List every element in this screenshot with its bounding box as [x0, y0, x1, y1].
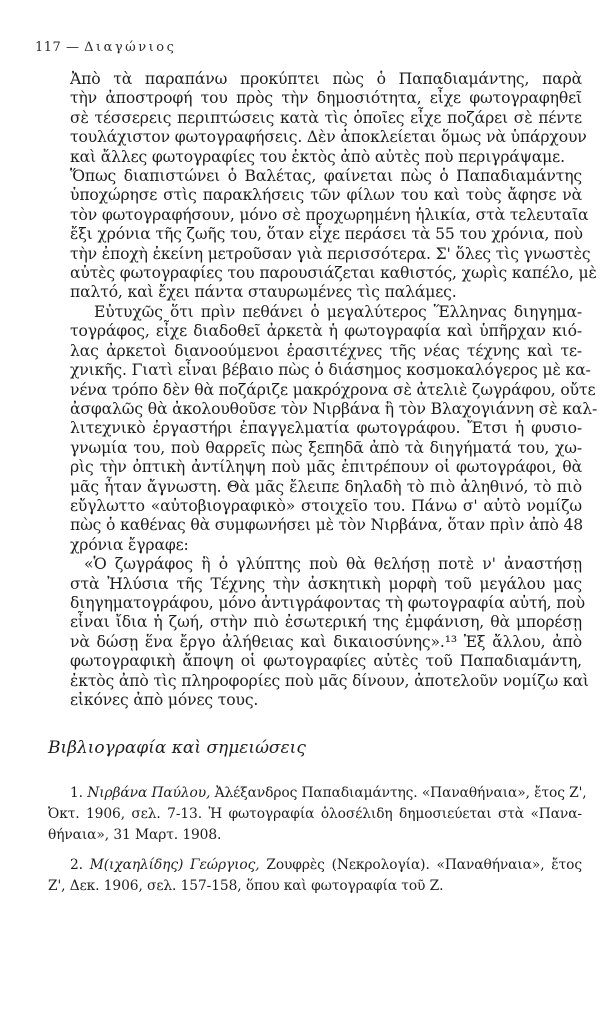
paragraph	[70, 167, 597, 303]
note-text: Ἀλέξανδρος Παπαδιαμάντης. «Παναθήναια», ἔτος Ζ',	[214, 785, 587, 801]
text-line: λιτεχνικὸ ἐργαστήρι ἐπαγγελματία φωτογράφου. Ἔτσι ἡ φυσιο-	[70, 419, 582, 438]
note-line	[48, 855, 582, 876]
text-line: τογράφος, εἶχε διαδοθεῖ ἀρκετὰ ἡ φωτογραφία καὶ ὑπῆρχαν κιό-	[70, 322, 582, 341]
body-text	[70, 70, 598, 710]
text-line: Ὅπως διαπιστώνει ὁ Βαλέτας, φαίνεται πὼς ὁ Παπαδιαμάντης	[70, 167, 582, 186]
text-line: εἶναι ἴδια ἡ ζωή, στὴν πιὸ ἐσωτερική της ἐμφάνιση, θὰ μπορέσῃ	[70, 613, 582, 632]
text-line: ὑποχώρησε στὶς παρακλήσεις τῶν φίλων του καὶ τοὺς ἄφησε νὰ	[70, 186, 582, 205]
text-line: γνωμία του, ποὺ θαρρεῖς πὼς ξεπηδᾶ ἀπὸ τὰ διηγήματά του, χω-	[70, 438, 582, 457]
running-head-separator: —	[65, 40, 80, 55]
text-line: ἐκτὸς ἀπὸ τὶς πληροφορίες ποὺ μᾶς δίνουν, ἀποτελοῦν νομίζω καὶ	[70, 671, 589, 690]
text-line: σὲ τέσσερεις περιπτώσεις κατὰ τὶς ὁποῖες εἶχε ποζάρει σὲ πέντε	[70, 108, 582, 127]
text-line: τὸν φωτογραφήσουν, μόνο σὲ προχωρημένη ἡλικία, στὰ τελευταῖα	[70, 205, 589, 224]
text-line: Εὐτυχῶς ὅτι πρὶν πεθάνει ὁ μεγαλύτερος Ἕλληνας διηγημα-	[94, 302, 582, 321]
note-number: 2.	[70, 857, 83, 874]
text-line: νένα τρόπο δὲν θὰ ποζάριζε μακρόχρονα σὲ ἀτελιὲ ζωγράφου, οὔτε	[70, 380, 596, 399]
note-author: Μ(ιχαηλίδης) Γεώργιος,	[89, 857, 260, 874]
text-line: τὴν ἐποχὴ ἐκείνη μετροῦσαν γιὰ περισσότερα. Σ' ὅλες τὶς γνωστὲς	[70, 244, 591, 263]
text-line: στὰ Ἠλύσια τῆς Τέχνης τὴν ἀσκητικὴ μορφὴ τοῦ μεγάλου μας	[70, 574, 582, 593]
text-line: νὰ δώσῃ ἕνα ἔργο ἀλήθειας καὶ δικαιοσύνης».¹³ Ἐξ ἄλλου, ἀπὸ	[70, 632, 582, 651]
note-line: θήναια», 31 Μαρτ. 1908.	[48, 826, 222, 843]
text-line: διηγηματογράφου, μόνο ἀντιγράφοντας τὴ φωτογραφία αὐτή, ποὺ	[70, 593, 585, 612]
paragraph	[70, 70, 587, 167]
note-line: Ὀκτ. 1906, σελ. 7-13. Ἡ φωτογραφία ὁλοσέλιδη δημοσιεύεται στὰ «Πανα-	[48, 805, 582, 822]
quotation-paragraph	[70, 555, 589, 710]
paragraph	[70, 302, 598, 555]
text-line: παλτό, καὶ ἔχει πάντα σταυρωμένες τὶς παλάμες.	[70, 283, 457, 302]
text-line: φωτογραφικὴ ἄποψη οἱ φωτογραφίες αὐτὲς τοῦ Παπαδιαμάντη,	[70, 652, 582, 671]
note-line	[48, 783, 587, 804]
running-head-title: Διαγώνιος	[84, 40, 177, 55]
text-line: «Ὁ ζωγράφος ἢ ὁ γλύπτης ποὺ θὰ θελήσῃ ποτὲ ν' ἀναστήσῃ	[84, 555, 582, 574]
text-line: Ἀπὸ τὰ παραπάνω προκύπτει πὼς ὁ Παπαδιαμάντης, παρὰ	[70, 70, 582, 88]
text-line: ἔξι χρόνια τῆς ζωῆς του, ὅταν εἶχε περάσει τὰ 55 του χρόνια, ποὺ	[70, 225, 583, 244]
text-line: ἀσφαλῶς θὰ ἀκολουθοῦσε τὸν Νιρβάνα ἢ τὸν Βλαχογιάννη σὲ καλ-	[70, 399, 598, 418]
text-line: εὔγλωττο «αὐτοβιογραφικὸ» στοιχεῖο του. Πάνω σ' αὐτὸ νομίζω	[70, 496, 582, 515]
running-head	[35, 40, 176, 55]
text-line: λας ἀρκετοὶ διανοούμενοι ἐρασιτέχνες τῆς νέας τέχνης καὶ τε-	[70, 341, 582, 360]
note-item	[48, 783, 587, 845]
note-item	[48, 855, 582, 897]
note-number: 1.	[70, 785, 83, 801]
text-line: τὴν ἀποστροφή του πρὸς τὴν δημοσιότητα, εἶχε φωτογραφηθεῖ	[70, 89, 582, 108]
text-line: τουλάχιστον φωτογραφήσεις. Δὲν ἀποκλείεται ὅμως νὰ ὑπάρχουν	[70, 128, 587, 147]
text-line: καὶ ἄλλες φωτογραφίες του ἐκτὸς ἀπὸ αὐτὲς ποὺ περιγράψαμε.	[70, 147, 565, 166]
text-line: ρὶς τὴν ὀπτικὴ ἀντίληψη ποὺ μᾶς ἐπιτρέπουν οἱ φωτογράφοι, θὰ	[70, 458, 582, 477]
text-line: αὐτὲς φωτογραφίες του παρουσιάζεται καθιστός, χωρὶς καπέλο, μὲ	[70, 264, 597, 283]
text-line: εἰκόνες ἀπὸ μόνες τους.	[70, 691, 259, 709]
text-line: χρόνια ἔγραφε:	[70, 535, 189, 554]
text-line: πὼς ὁ καθένας θὰ συμφωνήσει μὲ τὸν Νιρβάνα, ὅταν πρὶν ἀπὸ 48	[70, 516, 584, 535]
note-line: Ζ', Δεκ. 1906, σελ. 157-158, ὅπου καὶ φωτογραφία τοῦ Ζ.	[48, 878, 444, 895]
text-line: μᾶς ἦταν ἄγνωστη. Θὰ μᾶς ἔλειπε δηλαδὴ τὸ πιὸ ἀληθινό, τὸ πιὸ	[70, 477, 582, 496]
note-text: Ζουφρὲς (Νεκρολογία). «Παναθήναια», ἔτος	[266, 857, 582, 874]
note-author: Νιρβάνα Παύλου,	[87, 785, 211, 801]
notes-list	[48, 783, 587, 897]
page-number: 117	[35, 40, 62, 55]
text-line: χνικῆς. Γιατὶ εἶναι βέβαιο πὼς ὁ διάσημος κοσμοκαλόγερος μὲ κα-	[70, 361, 591, 380]
section-title: Βιβλιογραφία καὶ σημειώσεις	[48, 738, 306, 758]
